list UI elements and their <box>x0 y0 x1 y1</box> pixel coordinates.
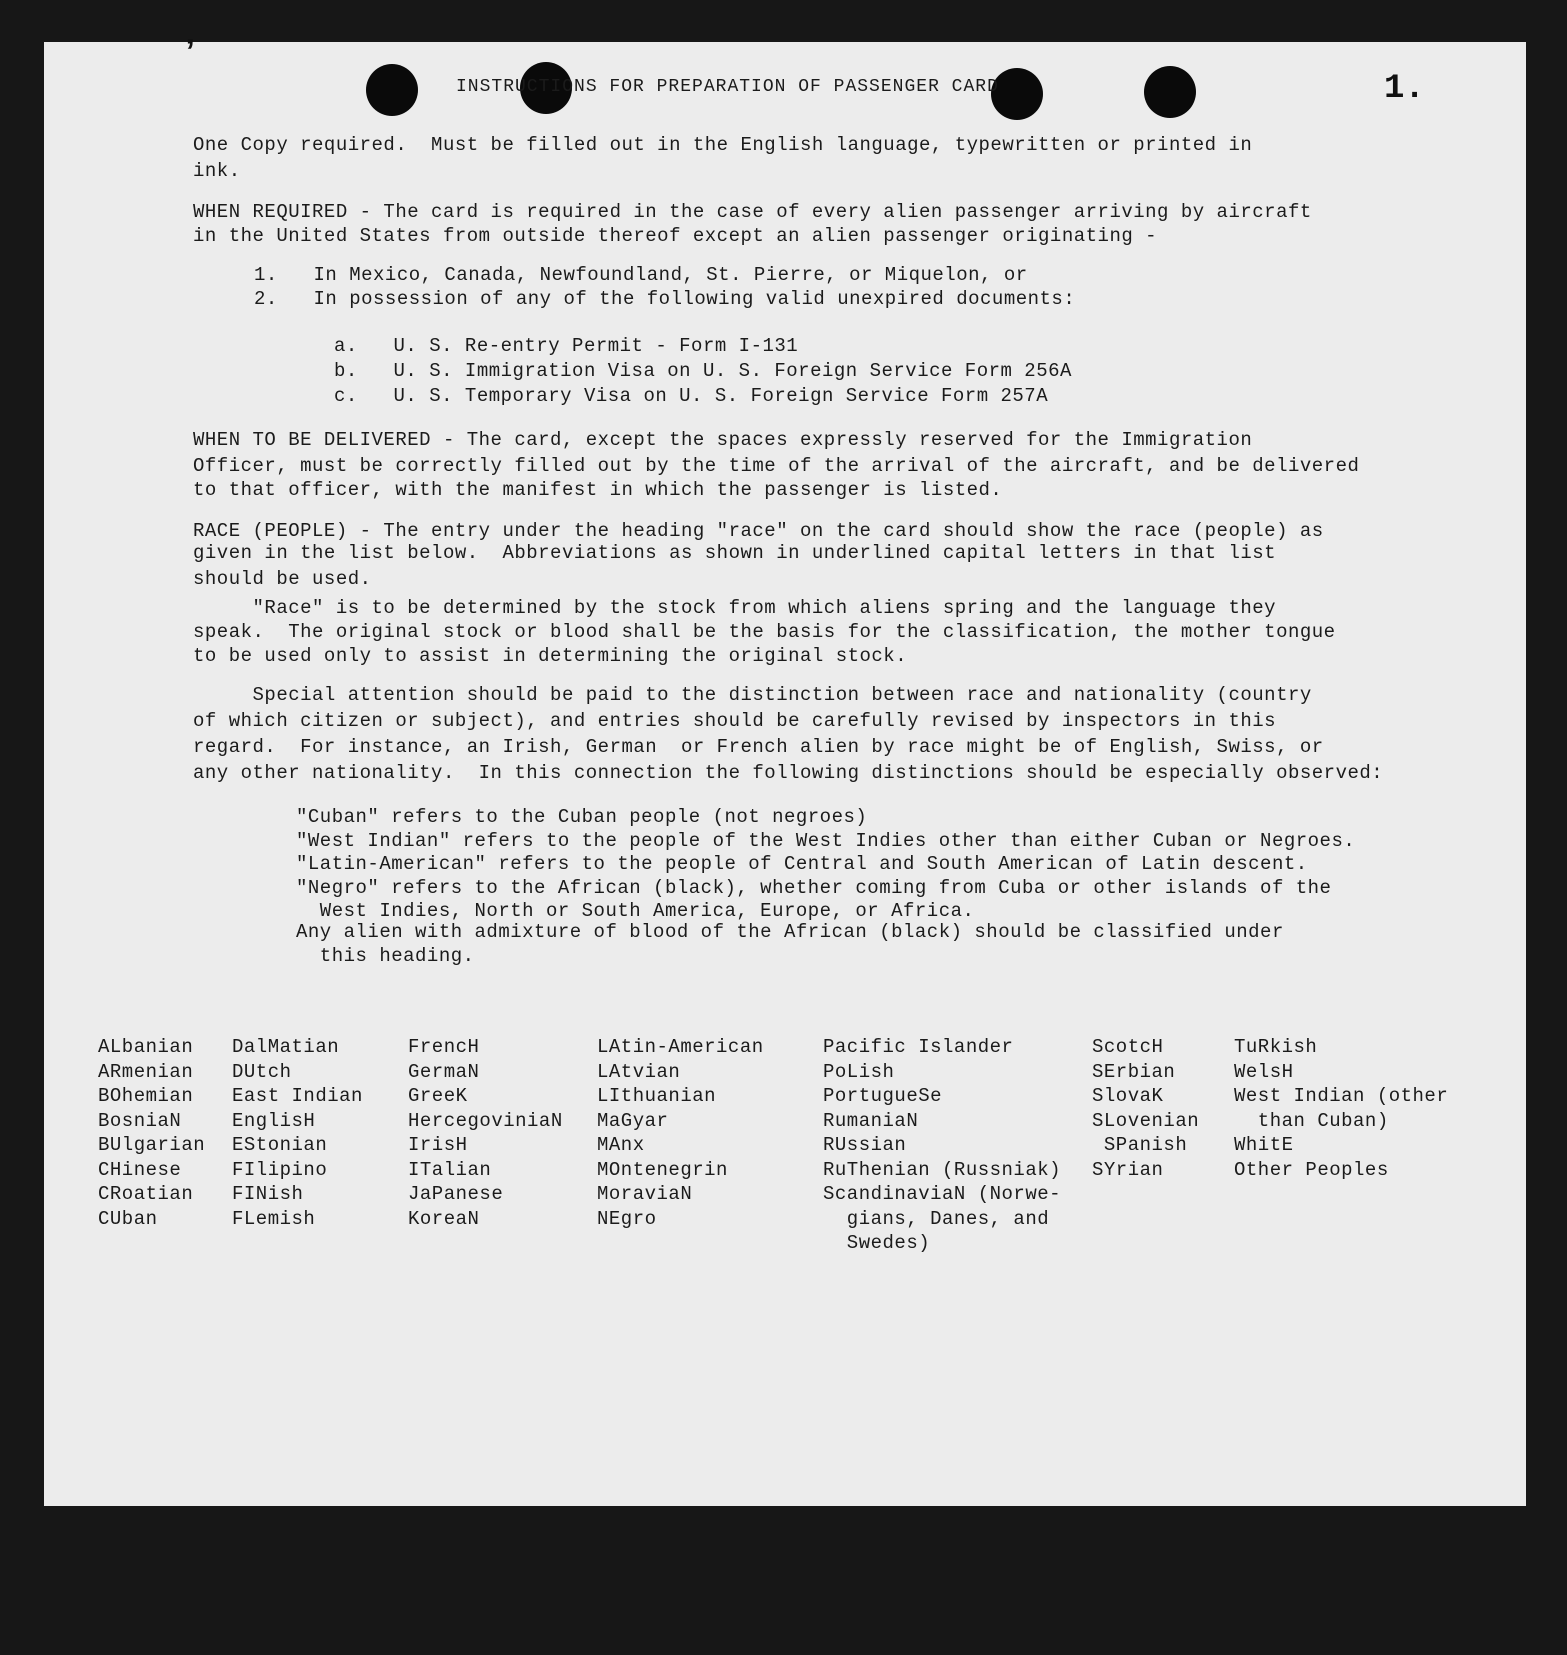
document-item-c: c. U. S. Temporary Visa on U. S. Foreign Service Form 257A <box>334 385 1049 407</box>
race-entry: BOhemian <box>98 1085 194 1107</box>
distinction-negro-2: West Indies, North or South America, Europe, or Africa. <box>296 900 975 922</box>
document-item-b: b. U. S. Immigration Visa on U. S. Foreign Service Form 256A <box>334 360 1072 382</box>
race-entry: DalMatian <box>232 1036 340 1058</box>
race-entry: GreeK <box>408 1085 468 1107</box>
when-delivered-line-1: WHEN TO BE DELIVERED - The card, except the spaces expressly reserved for the Immigration <box>193 429 1253 451</box>
race-entry: SErbian <box>1092 1060 1176 1083</box>
race-entry: SLovenian <box>1092 1109 1200 1132</box>
race-entry: MOntenegrin <box>597 1158 728 1181</box>
race-entry: CUban <box>98 1207 158 1230</box>
race-entry: FINish <box>232 1183 304 1205</box>
race-entry: EnglisH <box>232 1109 316 1132</box>
race-entry: ITalian <box>408 1158 492 1181</box>
race-entry: RumaniaN <box>823 1109 919 1132</box>
race-column-7 <box>1234 1035 1448 1182</box>
document-page <box>44 36 1526 1506</box>
race-column-1 <box>98 1035 205 1231</box>
race-people-line-2: given in the list below. Abbreviations as shown in underlined capital letters in that list <box>193 542 1277 564</box>
intro-line-2: ink. <box>193 160 241 182</box>
race-entry: WhitE <box>1234 1134 1294 1156</box>
when-delivered-line-2: Officer, must be correctly filled out by the time of the arrival of the aircraft, and be delivered <box>193 455 1360 477</box>
race-entry: KoreaN <box>408 1207 480 1230</box>
document-item-a: a. U. S. Re-entry Permit - Form I-131 <box>334 335 799 357</box>
race-entry: CRoatian <box>98 1183 194 1205</box>
distinction-admixture-2: this heading. <box>296 945 475 967</box>
race-entry: FIlipino <box>232 1158 328 1181</box>
distinction-latin-american: "Latin-American" refers to the people of Central and South American of Latin descent. <box>296 853 1308 875</box>
race-entry: BosniaN <box>98 1109 182 1132</box>
race-entry: HercegoviniaN <box>408 1109 563 1132</box>
race-entry: MAnx <box>597 1134 645 1156</box>
race-entry: ARmenian <box>98 1060 194 1083</box>
race-entry: FLemish <box>232 1207 316 1230</box>
special-attention-line-3: regard. For instance, an Irish, German or French alien by race might be of English, Swiss, or <box>193 736 1324 758</box>
race-definition-line-1: "Race" is to be determined by the stock from which aliens spring and the language they <box>193 597 1277 619</box>
scan-mark: ʼ <box>180 36 201 74</box>
race-entry: WelsH <box>1234 1060 1294 1083</box>
race-entry: FrencH <box>408 1036 480 1058</box>
race-entry: Pacific Islander <box>823 1036 1014 1058</box>
race-entry: IrisH <box>408 1134 468 1156</box>
race-column-3 <box>408 1035 563 1231</box>
race-entry: PortugueSe <box>823 1085 943 1107</box>
race-entry: PoLish <box>823 1060 895 1083</box>
distinction-admixture-1: Any alien with admixture of blood of the African (black) should be classified under <box>296 921 1284 943</box>
race-entry: than Cuban) <box>1234 1109 1389 1132</box>
race-entry: EStonian <box>232 1134 328 1156</box>
race-column-2 <box>232 1035 363 1231</box>
race-entry: ALbanian <box>98 1036 194 1058</box>
race-entry: East Indian <box>232 1085 363 1107</box>
race-entry: DUtch <box>232 1060 292 1083</box>
race-definition-line-2: speak. The original stock or blood shall be the basis for the classification, the mother tongue <box>193 621 1336 643</box>
page-number-mark: 1. <box>1384 70 1425 108</box>
race-entry: ScotcH <box>1092 1036 1164 1058</box>
when-required-line-2: in the United States from outside thereof except an alien passenger originating - <box>193 225 1158 247</box>
race-entry: GermaN <box>408 1060 480 1083</box>
race-entry: LAtin-American <box>597 1036 764 1058</box>
race-entry: MoraviaN <box>597 1183 693 1205</box>
race-entry: BUlgarian <box>98 1134 206 1156</box>
intro-line-1: One Copy required. Must be filled out in the English language, typewritten or printed in <box>193 134 1253 156</box>
race-column-5 <box>823 1035 1061 1256</box>
race-entry: MaGyar <box>597 1109 669 1132</box>
race-entry: SYrian <box>1092 1158 1164 1181</box>
origin-item-2: 2. In possession of any of the following valid unexpired documents: <box>254 288 1076 310</box>
race-entry: ScandinaviaN (Norwe- <box>823 1183 1062 1205</box>
race-entry: SlovaK <box>1092 1085 1164 1107</box>
page-title: INSTRUCTIONS FOR PREPARATION OF PASSENGER CARD <box>456 77 999 97</box>
race-entry: LIthuanian <box>597 1085 717 1107</box>
special-attention-line-4: any other nationality. In this connection the following distinctions should be especially observed: <box>193 762 1384 784</box>
race-definition-line-3: to be used only to assist in determining the original stock. <box>193 645 908 667</box>
when-delivered-line-3: to that officer, with the manifest in which the passenger is listed. <box>193 479 1003 501</box>
distinction-west-indian: "West Indian" refers to the people of the West Indies other than either Cuban or Negroes. <box>296 830 1356 852</box>
special-attention-line-2: of which citizen or subject), and entries should be carefully revised by inspectors in this <box>193 710 1277 732</box>
race-entry: JaPanese <box>408 1183 504 1205</box>
special-attention-line-1: Special attention should be paid to the distinction between race and nationality (country <box>193 684 1312 706</box>
race-entry: RUssian <box>823 1134 907 1156</box>
race-people-line-1: RACE (PEOPLE) - The entry under the heading "race" on the card should show the race (people) as <box>193 520 1324 542</box>
origin-item-1: 1. In Mexico, Canada, Newfoundland, St. Pierre, or Miquelon, or <box>254 264 1028 286</box>
race-entry: TuRkish <box>1234 1036 1318 1058</box>
punch-hole-1 <box>366 64 418 116</box>
race-entry: RuThenian (Russniak) <box>823 1158 1062 1181</box>
race-entry: NEgro <box>597 1207 657 1230</box>
race-entry: SPanish <box>1092 1134 1188 1156</box>
when-required-line-1: WHEN REQUIRED - The card is required in the case of every alien passenger arriving by aircraft <box>193 201 1312 223</box>
distinction-cuban: "Cuban" refers to the Cuban people (not negroes) <box>296 806 868 828</box>
race-entry: LAtvian <box>597 1060 681 1083</box>
race-entry: gians, Danes, and <box>823 1207 1050 1230</box>
race-entry: Swedes) <box>823 1232 931 1254</box>
distinction-negro-1: "Negro" refers to the African (black), whether coming from Cuba or other islands of the <box>296 877 1332 899</box>
race-entry: CHinese <box>98 1158 182 1181</box>
race-entry: West Indian (other <box>1234 1085 1449 1107</box>
race-people-line-3: should be used. <box>193 568 372 590</box>
race-column-6 <box>1092 1035 1199 1182</box>
race-entry: Other Peoples <box>1234 1158 1389 1181</box>
race-column-4 <box>597 1035 764 1231</box>
